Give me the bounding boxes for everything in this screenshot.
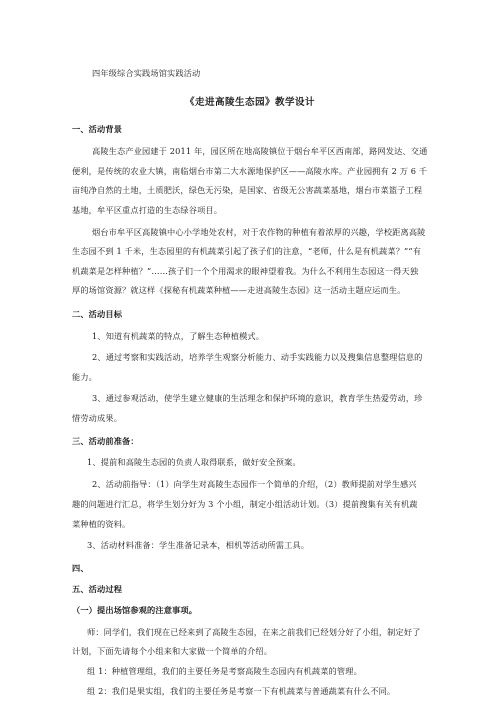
- paragraph-line: 烟台市牟平区高陵镇中心小学地处农村，对于农作物的种植有着浓厚的兴趣，学校距离高陵: [92, 227, 426, 237]
- paragraph-line: 机蔬菜是怎样种植？”……孩子们一个个用渴求的眼神望着我。为什么不利用生态园这一得天独: [72, 266, 419, 276]
- paragraph-line: 生态园不到 1 千米，生态园里的有机蔬菜引起了孩子们的注意，“老师，什么是有机蔬菜？”“有: [72, 246, 422, 256]
- paragraph-line: 高陵生态产业园建于 2011 年，园区所在地高陵镇位于烟台牟平区西南部，路网发达、交通: [92, 146, 428, 156]
- prep-line: 1、提前和高陵生态园的负责人取得联系，做好安全预案。: [87, 457, 301, 467]
- process-line: 组 1：种植管理组，我们的主要任务是考察高陵生态园内有机蔬菜的管理。: [87, 666, 362, 676]
- process-line: 计划，下面先请每个小组来和大家做一个简单的介绍。: [72, 646, 273, 656]
- goal-line: 惜劳动成果。: [72, 413, 123, 423]
- section-heading-process: 五、活动过程: [72, 584, 123, 594]
- paragraph-line: 便利，是传统的农业大镇，南临烟台市第二大水源地保护区——高陵水库。产业园拥有 2 万 6 千: [72, 166, 428, 176]
- process-line: 组 2：我们是果实组，我们的主要任务是考察一下有机蔬菜与普通蔬菜有什么不同。: [87, 686, 396, 696]
- goal-line: 1、知道有机蔬菜的特点，了解生态种植模式。: [92, 331, 265, 341]
- goal-line: 3、通过参观活动，使学生建立健康的生活理念和保护环境的意识，教育学生热爱劳动，珍: [92, 393, 423, 403]
- section-heading-background: 一、活动背景: [72, 124, 123, 134]
- goal-line: 2、通过考察和实践活动，培养学生观察分析能力、动手实践能力以及搜集信息整理信息的: [92, 352, 423, 362]
- prep-line: 2、活动前指导：（1）向学生对高陵生态园作一个简单的介绍，（2）教师提前对学生感兴: [92, 479, 417, 489]
- section-heading-four: 四、: [72, 563, 89, 573]
- prep-line: 菜种植的资料。: [72, 519, 131, 529]
- paragraph-line: 亩纯净自然的土地，土质肥沃，绿色无污染，是国家、省级无公害蔬菜基地，烟台市菜篮子工程: [72, 185, 423, 195]
- paragraph-line: 厚的场馆资源？就这样《探秘有机蔬菜种植——走进高陵生态园》这一活动主题应运而生。: [72, 285, 406, 295]
- section-heading-preparation: 三、活动前准备：: [72, 436, 139, 446]
- prep-line: 3、活动材料准备：学生准备记录本，相机等活动所需工具。: [87, 540, 310, 550]
- goal-line: 能力。: [72, 372, 98, 382]
- pre-title: 四年级综合实践场馆实践活动: [92, 68, 201, 78]
- prep-line: 趣的问题进行汇总，将学生划分好为 3 个小组，制定小组活动计划。（3）提前搜集有关有机蔬: [72, 499, 418, 509]
- paragraph-line: 基地，牟平区重点打造的生态绿谷项目。: [72, 205, 223, 215]
- section-heading-goals: 二、活动目标: [72, 309, 123, 319]
- subsection-heading: （一）提出场馆参观的注意事项。: [72, 605, 198, 615]
- page-title: 《走进高陵生态园》教学设计: [185, 97, 315, 108]
- process-line: 师：同学们，我们现在已经来到了高陵生态园，在来之前我们已经划分好了小组，制定好了: [87, 627, 421, 637]
